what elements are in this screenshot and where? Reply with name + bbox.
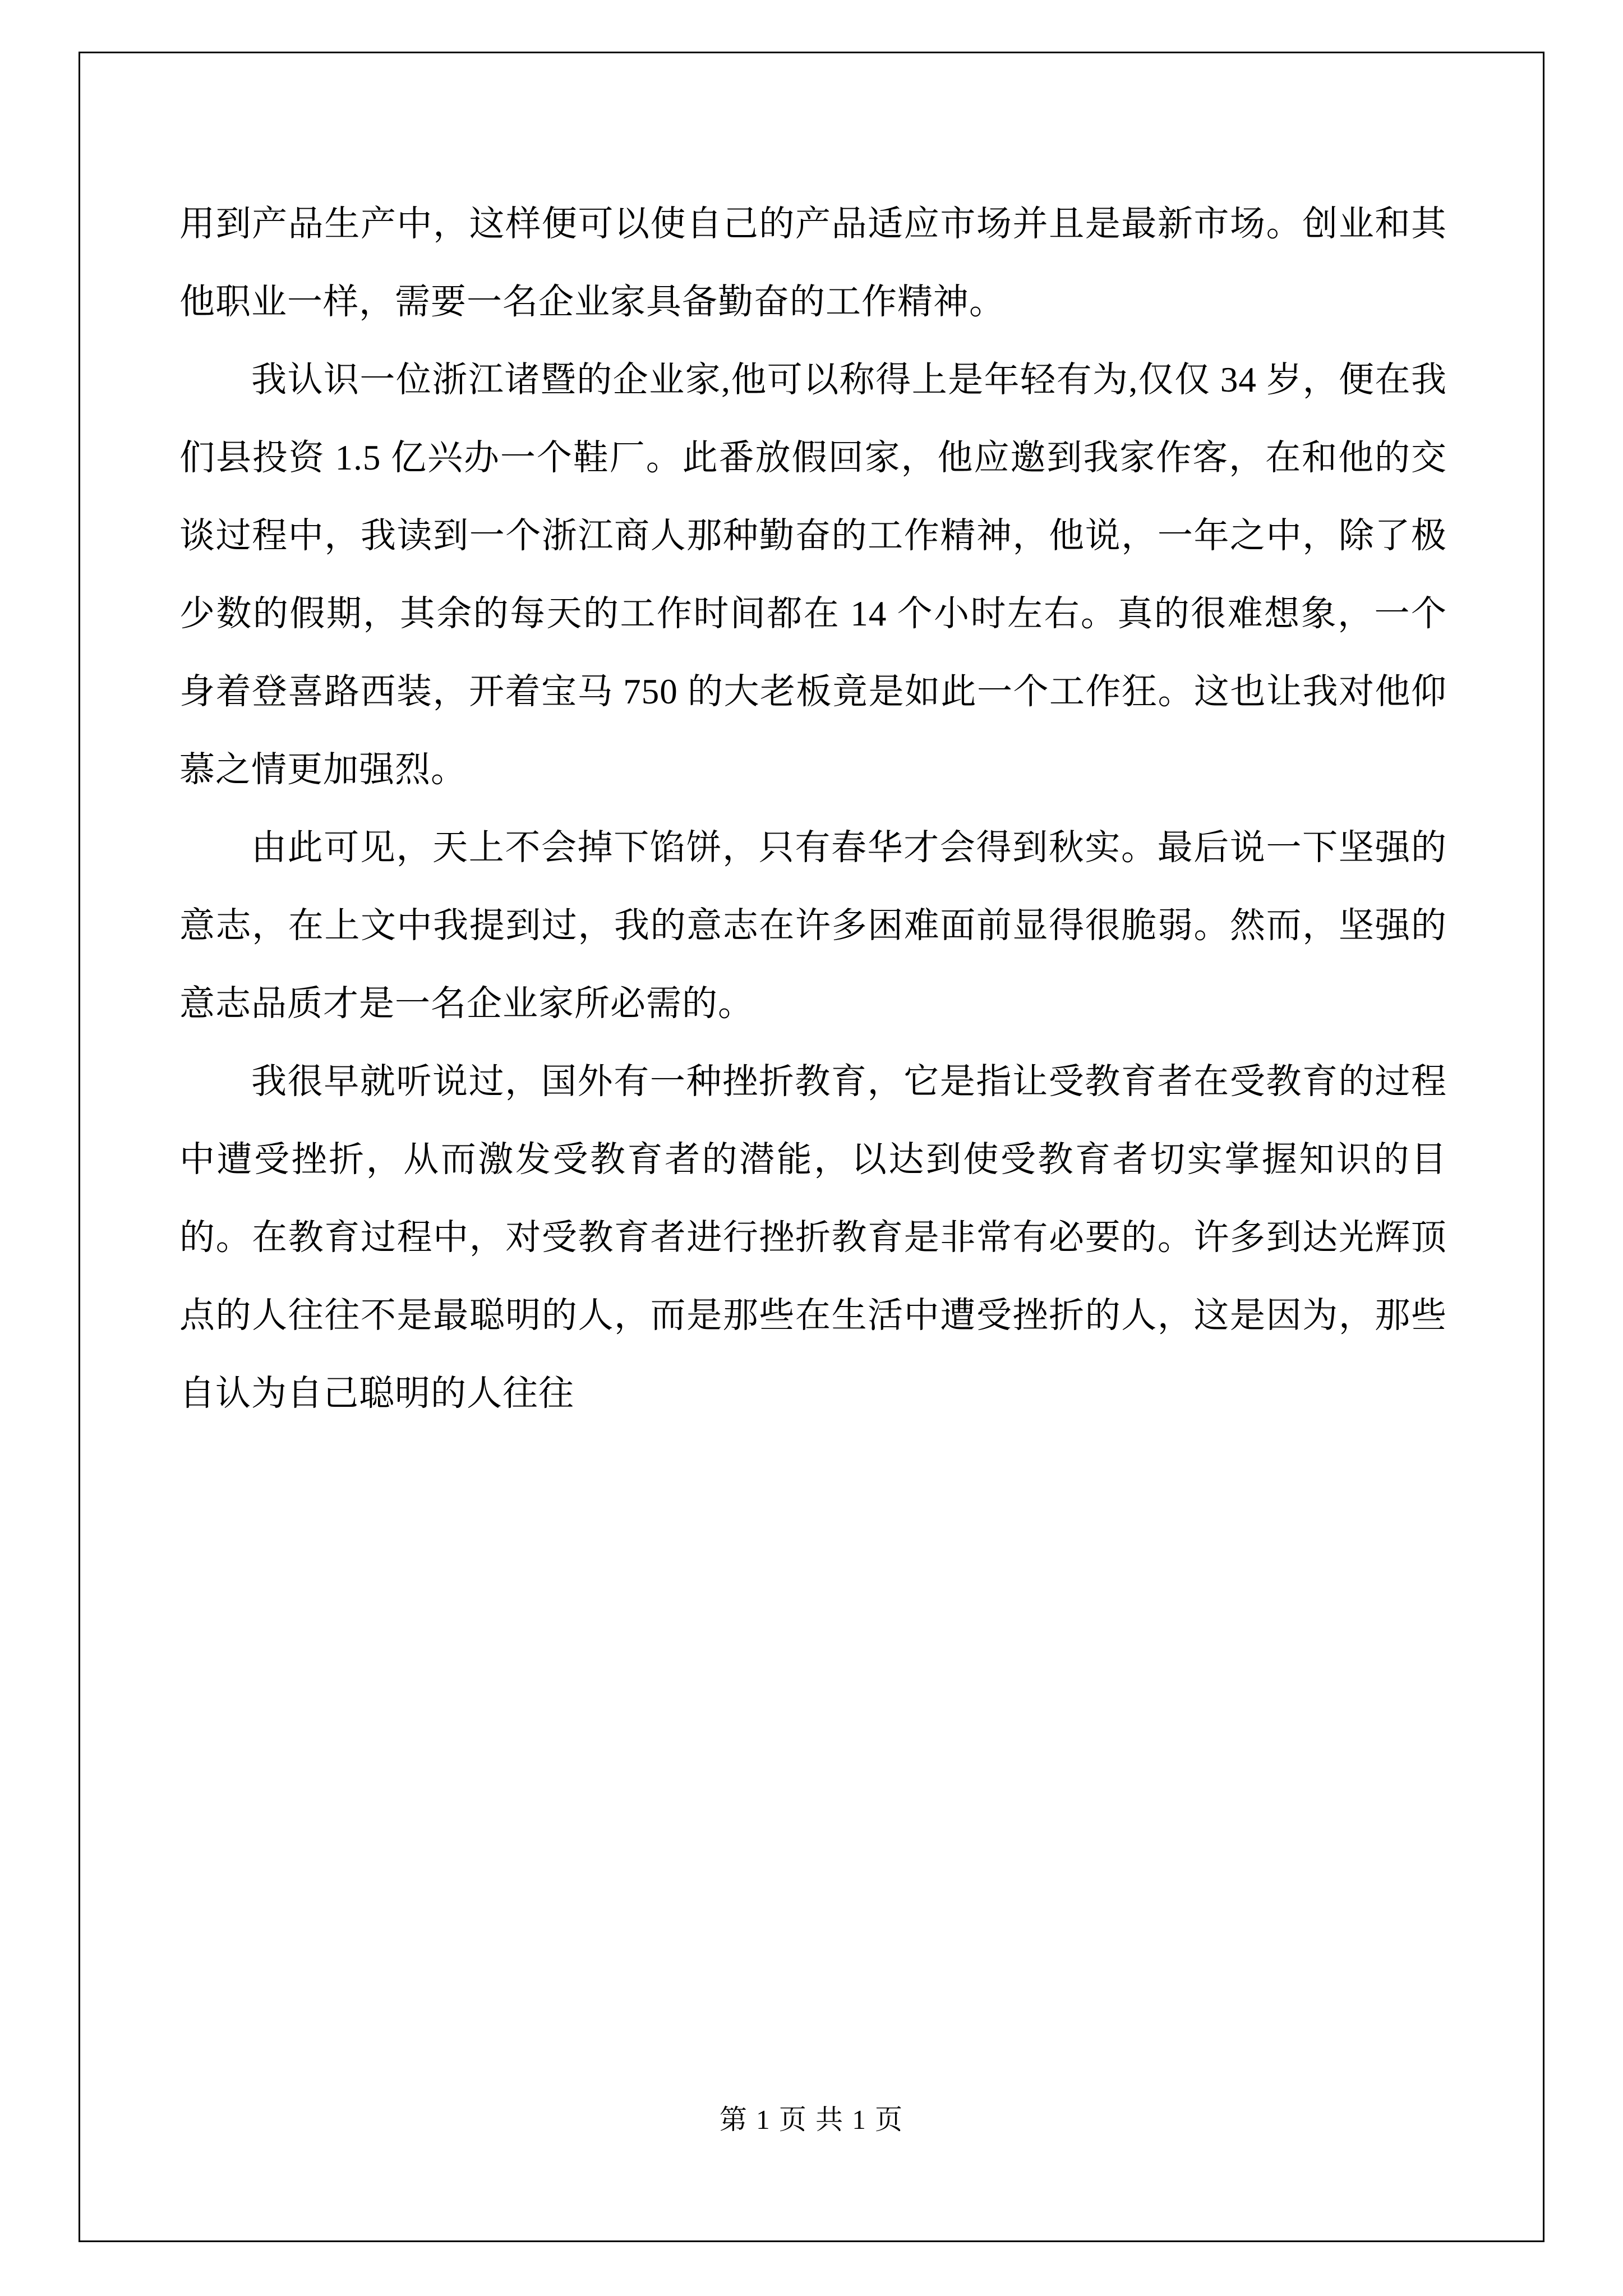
paragraph: 由此可见，天上不会掉下馅饼，只有春华才会得到秋实。最后说一下坚强的意志，在上文中我提到过，我的意志在许多困难面前显得很脆弱。然而，坚强的意志品质才是一名企业家所必需的。 bbox=[179, 828, 1447, 1023]
paragraph: 我很早就听说过，国外有一种挫折教育，它是指让受教育者在受教育的过程中遭受挫折，从而激发受教育者的潜能，以达到使受教育者切实掌握知识的目的。在教育过程中，对受教育者进行挫折教育是非常有必要的。许多到达光辉顶点的人往往不是最聪明的人，而是那些在生活中遭受挫折的人，这是因为，那些自认为自己聪明的人往往 bbox=[179, 1062, 1447, 1413]
paragraph: 我认识一位浙江诸暨的企业家,他可以称得上是年轻有为,仅仅 34 岁，便在我们县投资 1.5 亿兴办一个鞋厂。此番放假回家，他应邀到我家作客，在和他的交谈过程中，我读到一个浙江商人那种勤奋的工作精神，他说，一年之中，除了极少数的假期，其余的每天的工作时间都在 14 个小时左右。真的很难想象，一个身着登喜路西装，开着宝马 750 的大老板竟是如此一个工作狂。这也让我对他仰慕之情更加强烈。 bbox=[179, 360, 1447, 789]
page-footer: 第 1 页 共 1 页 bbox=[719, 2104, 904, 2135]
document-body bbox=[179, 185, 1447, 1433]
paragraph: 用到产品生产中，这样便可以使自己的产品适应市场并且是最新市场。创业和其他职业一样，需要一名企业家具备勤奋的工作精神。 bbox=[179, 204, 1447, 321]
